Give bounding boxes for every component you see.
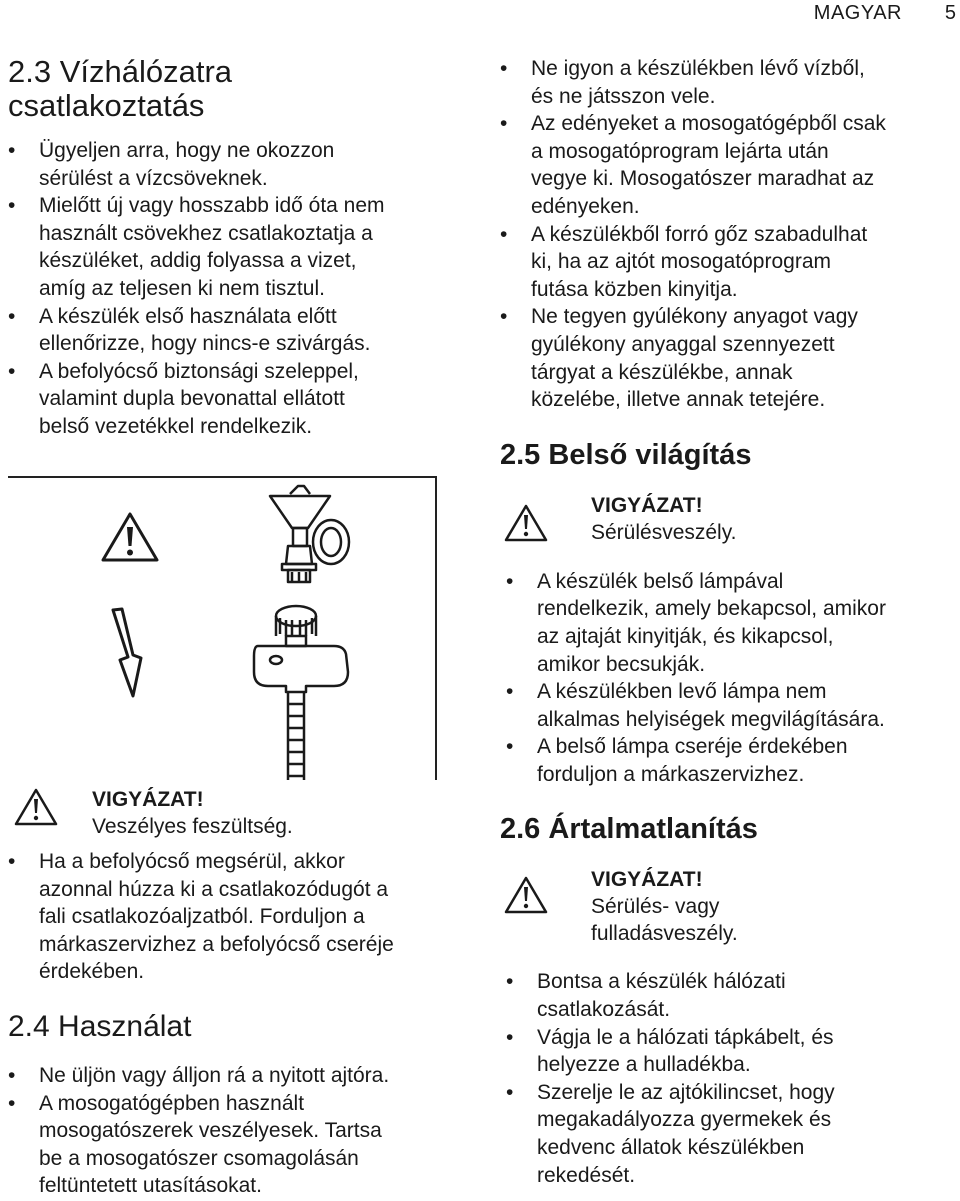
- warning-voltage: [14, 786, 454, 840]
- list-item: • Vágja le a hálózati tápkábelt, és helyezze a hulladékba.: [506, 1024, 960, 1079]
- warning-text-line-1: Sérülés- vagy: [591, 895, 720, 919]
- lightning-bolt-icon: [101, 606, 157, 701]
- section-2-5-bullets: [500, 568, 960, 789]
- warning-text: Veszélyes feszültség.: [92, 815, 293, 838]
- section-2-6-bullets: [500, 968, 960, 1189]
- section-2-4-bullets-right: [500, 55, 960, 414]
- warning-suffocation: [500, 866, 960, 950]
- left-column: [8, 55, 460, 441]
- section-2-5-title: 2.5 Belső világítás: [500, 438, 752, 471]
- warning-text: Sérülésveszély.: [591, 520, 737, 544]
- list-item: • A készülék első használata előtt ellenőrizze, hogy nincs-e szivárgás.: [8, 303, 460, 358]
- list-item: • Ne üljön vagy álljon rá a nyitott ajtóra.: [8, 1062, 460, 1090]
- hose-illustration-figure: [8, 476, 437, 780]
- list-item: • A mosogatógépben használt mosogatószerek veszélyesek. Tartsa be a mosogatószer csomagolásán feltüntetett utasításokat.: [8, 1090, 460, 1200]
- section-2-6-title: 2.6 Ártalmatlanítás: [500, 813, 758, 846]
- list-item: • Ne tegyen gyúlékony anyagot vagy gyúlékony anyaggal szennyezett tárgyat a készülékbe, annak közelébe, illetve annak tetejére.: [500, 303, 960, 413]
- list-item: • Mielőtt új vagy hosszabb idő óta nem használt csövekhez csatlakoztatja a készüléket, addig folyassa a vizet, amíg az teljesen ki nem tisztul.: [8, 192, 460, 302]
- water-tap-icon: [252, 482, 362, 592]
- list-item: • A készülékből forró gőz szabadulhat ki, ha az ajtót mosogatóprogram futása közben kinyitja.: [500, 221, 960, 304]
- right-column: [500, 55, 960, 1189]
- warning-injury: [500, 492, 960, 550]
- title-line-1: 2.3 Vízhálózatra: [8, 54, 233, 89]
- warning-triangle-icon: [504, 504, 548, 542]
- warning-triangle-icon: [504, 876, 548, 914]
- page-number: 5: [944, 2, 956, 24]
- list-item: • A befolyócső biztonsági szeleppel, valamint dupla bevonattal ellátott belső vezetékkel rendelkezik.: [8, 358, 460, 441]
- warning-title: VIGYÁZAT!: [591, 493, 703, 517]
- header-language: MAGYAR: [813, 2, 902, 24]
- section-2-4-title: 2.4 Használat: [8, 1009, 192, 1043]
- list-item: • A készülékben levő lámpa nem alkalmas helyiségek megvilágítására.: [506, 678, 960, 733]
- section-2-3-title: [8, 55, 460, 123]
- warning-title: VIGYÁZAT!: [591, 868, 703, 892]
- list-item: • A belső lámpa cseréje érdekében forduljon a márkaszervizhez.: [506, 733, 960, 788]
- list-item: • Ha a befolyócső megsérül, akkor azonnal húzza ki a csatlakozódugót a fali csatlakozóaljzatból. Forduljon a márkaszervizhez a befolyócső cseréje érdekében.: [8, 848, 460, 986]
- list-item: • Az edényeket a mosogatógépből csak a mosogatóprogram lejárta után vegye ki. Mosogatószer maradhat az edényeken.: [500, 110, 960, 220]
- warning-title: VIGYÁZAT!: [92, 788, 204, 811]
- section-2-3-after-bullets: [8, 848, 460, 986]
- left-column-lower: [8, 848, 460, 1200]
- list-item: • Ügyeljen arra, hogy ne okozzon sérülést a vízcsöveknek.: [8, 137, 460, 192]
- section-2-4-bullets-left: [8, 1062, 460, 1200]
- warning-triangle-icon: [14, 788, 58, 826]
- warning-text-line-2: fulladásveszély.: [591, 922, 738, 946]
- title-line-2: csatlakoztatás: [8, 88, 205, 123]
- list-item: • A készülék belső lámpával rendelkezik, amely bekapcsol, amikor az ajtaját kinyitják, és kikapcsol, amikor becsukják.: [506, 568, 960, 678]
- warning-triangle-icon: [100, 511, 160, 563]
- inlet-hose-valve-icon: [248, 602, 373, 780]
- section-2-3-bullets: [8, 137, 460, 441]
- list-item: • Szerelje le az ajtókilincset, hogy megakadályozza gyermekek és kedvenc állatok készülékben rekedését.: [506, 1079, 960, 1189]
- list-item: • Ne igyon a készülékben lévő vízből, és ne játsszon vele.: [500, 55, 960, 110]
- list-item: • Bontsa a készülék hálózati csatlakozását.: [506, 968, 960, 1023]
